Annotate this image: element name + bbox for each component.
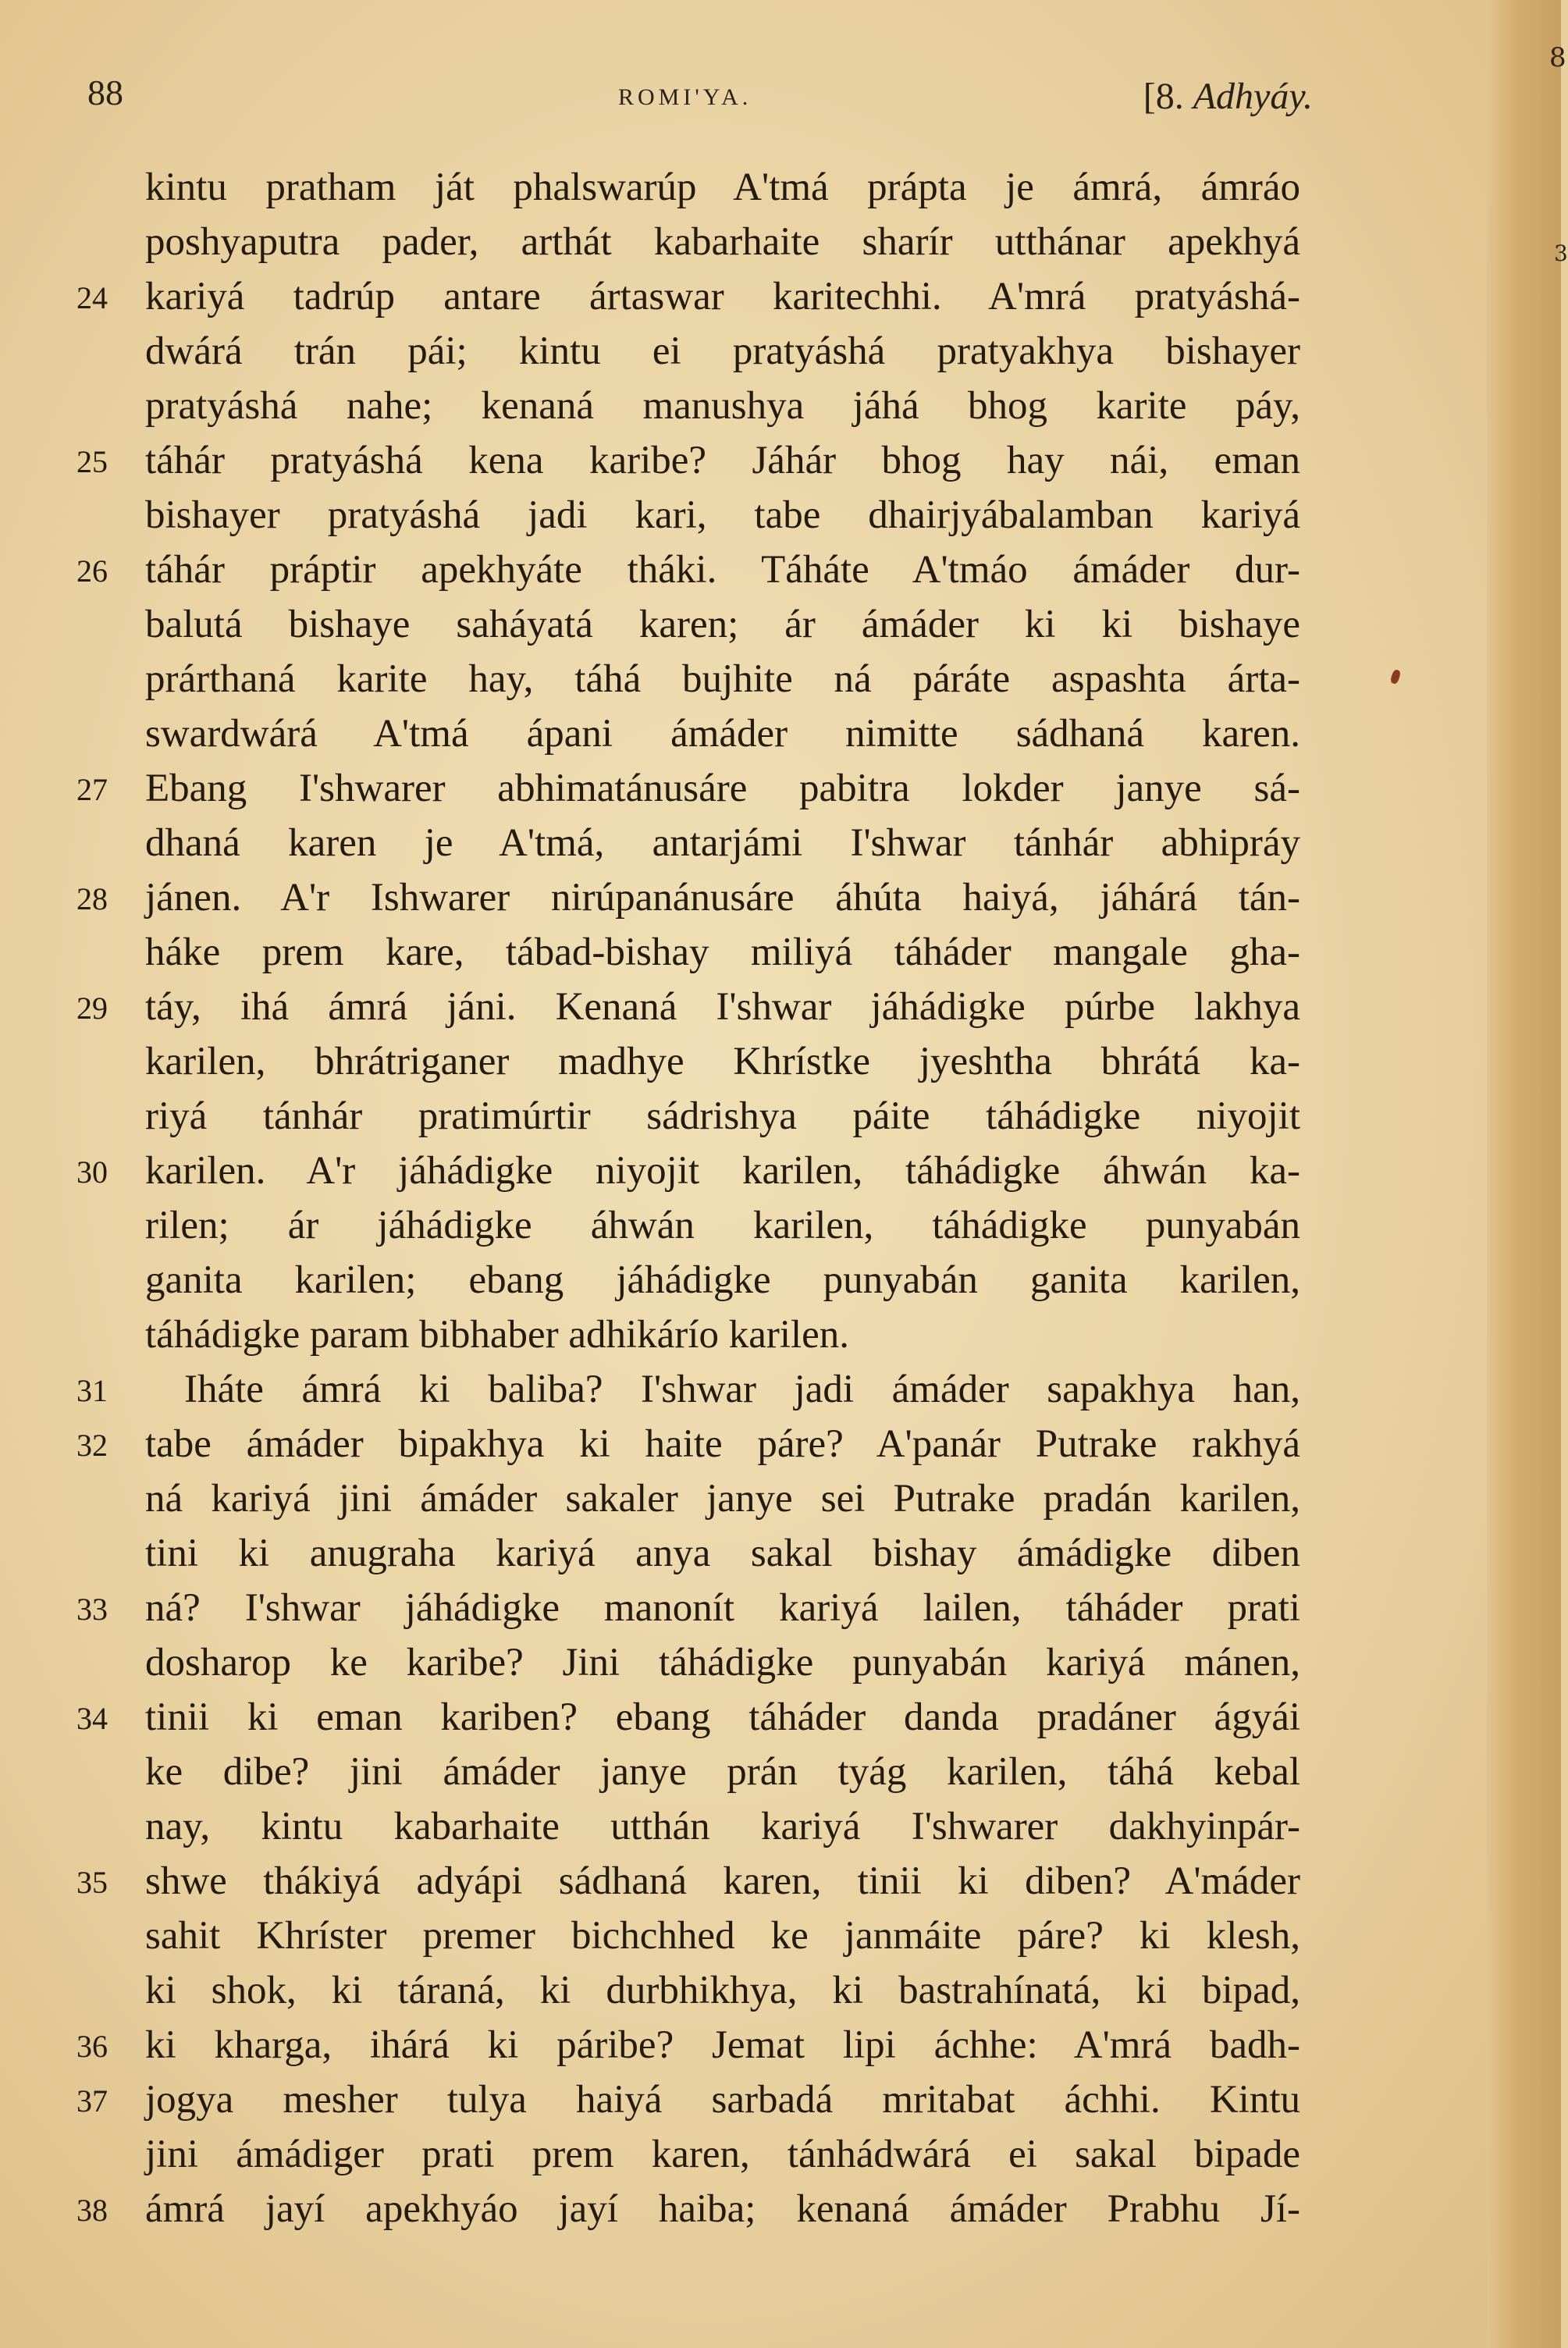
text-line: 33 ná? I'shwar jáhádigke manonít kariyá lailen, táháder prati xyxy=(76,1586,1300,1630)
verse-number: 38 xyxy=(76,2193,108,2228)
verse-number: 25 xyxy=(76,444,108,479)
text-line: ganita karilen; ebang jáhádigke punyabán ganita karilen, xyxy=(145,1258,1300,1302)
text-line: 38 ámrá jayí apekhyáo jayí haiba; kenaná ámáder Prabhu Jí- xyxy=(76,2187,1300,2231)
text-line: prárthaná karite hay, táhá bujhite ná páráte aspashta árta- xyxy=(145,657,1300,701)
text-line: poshyaputra pader, arthát kabarhaite sharír utthánar apekhyá xyxy=(145,220,1300,264)
text-line: háke prem kare, tábad-bishay miliyá táháder mangale gha- xyxy=(145,930,1300,974)
text-line: táhádigke param bibhaber adhikárío karilen. xyxy=(145,1313,850,1357)
text-line: ke dibe? jini ámáder janye prán tyág karilen, táhá kebal xyxy=(145,1750,1300,1794)
text-line: 34 tinii ki eman kariben? ebang táháder danda pradáner ágyái xyxy=(76,1695,1300,1739)
text-line: 32 tabe ámáder bipakhya ki haite páre? A'panár Putrake rakhyá xyxy=(76,1422,1300,1466)
running-title: ROMI'YA. xyxy=(618,84,752,110)
text-line: 26 táhár práptir apekhyáte tháki. Táháte A'tmáo ámáder dur- xyxy=(76,548,1300,592)
verse-number: 24 xyxy=(76,280,108,315)
verse-number: 35 xyxy=(76,1865,108,1900)
text-line: swardwárá A'tmá ápani ámáder nimitte sádhaná karen. xyxy=(145,712,1300,756)
edge-fragment-upper: 3 xyxy=(1554,240,1568,266)
page-number: 88 xyxy=(87,73,123,112)
verse-number: 29 xyxy=(76,991,108,1026)
chapter-bracket: [8. xyxy=(1143,76,1184,117)
verse-number: 27 xyxy=(76,772,108,807)
text-line: 28 jánen. A'r Ishwarer nirúpanánusáre áhúta haiyá, jáhárá tán- xyxy=(76,876,1300,920)
text-line: rilen; ár jáhádigke áhwán karilen, táhádigke punyabán xyxy=(145,1204,1300,1247)
text-line: 36 ki kharga, ihárá ki páribe? Jemat lipi áchhe: A'mrá badh- xyxy=(76,2023,1300,2067)
text-line: dosharop ke karibe? Jini táhádigke punyabán kariyá mánen, xyxy=(145,1641,1300,1685)
verse-number: 30 xyxy=(76,1154,108,1190)
verse-number: 26 xyxy=(76,553,108,589)
verse-number: 37 xyxy=(76,2083,108,2119)
text-line: sahit Khríster premer bichchhed ke janmáite páre? ki klesh, xyxy=(145,1914,1300,1958)
verse-number: 31 xyxy=(76,1373,108,1408)
text-line: jini ámádiger prati prem karen, tánhádwárá ei sakal bipade xyxy=(145,2133,1300,2176)
text-line: 25 táhár pratyáshá kena karibe? Jáhár bhog hay nái, eman xyxy=(76,439,1300,482)
text-line: balutá bishaye saháyatá karen; ár ámáder ki ki bishaye xyxy=(145,603,1300,646)
text-line: riyá tánhár pratimúrtir sádrishya páite táhádigke niyojit xyxy=(145,1094,1300,1138)
text-line: 30 karilen. A'r jáhádigke niyojit karilen, táhádigke áhwán ka- xyxy=(76,1149,1300,1193)
chapter-label: Adhyáy. xyxy=(1193,76,1313,117)
text-line: 24 kariyá tadrúp antare ártaswar karitechhi. A'mrá pratyáshá- xyxy=(76,275,1300,318)
text-line: karilen, bhrátriganer madhye Khrístke jyeshtha bhrátá ka- xyxy=(145,1040,1300,1083)
text-line: 31 Iháte ámrá ki baliba? I'shwar jadi ámáder sapakhya han, xyxy=(76,1368,1300,1411)
text-line: 35 shwe thákiyá adyápi sádhaná karen, tinii ki diben? A'máder xyxy=(76,1859,1300,1903)
verse-number: 32 xyxy=(76,1428,108,1463)
edge-fragment-top: 8 xyxy=(1549,42,1566,73)
text-line: kintu pratham ját phalswarúp A'tmá prápta je ámrá, ámráo xyxy=(145,165,1300,209)
text-line: 29 táy, ihá ámrá jáni. Kenaná I'shwar jáhádigke púrbe lakhya xyxy=(76,985,1300,1029)
verse-number: 34 xyxy=(76,1701,108,1736)
verse-number: 33 xyxy=(76,1592,108,1627)
text-line: tini ki anugraha kariyá anya sakal bishay ámádigke diben xyxy=(145,1532,1300,1575)
text-line: 37 jogya mesher tulya haiyá sarbadá mritabat áchhi. Kintu xyxy=(76,2078,1300,2122)
text-line: pratyáshá nahe; kenaná manushya jáhá bhog karite páy, xyxy=(145,384,1300,428)
text-line: bishayer pratyáshá jadi kari, tabe dhairjyábalamban kariyá xyxy=(145,493,1300,537)
text-line: ná kariyá jini ámáder sakaler janye sei Putrake pradán karilen, xyxy=(145,1477,1300,1521)
text-line: 27 Ebang I'shwarer abhimatánusáre pabitra lokder janye sá- xyxy=(76,767,1300,810)
text-line: dhaná karen je A'tmá, antarjámi I'shwar tánhár abhipráy xyxy=(145,821,1300,865)
verse-number: 28 xyxy=(76,881,108,916)
text-line: dwárá trán pái; kintu ei pratyáshá pratyakhya bishayer xyxy=(145,329,1300,373)
verse-number: 36 xyxy=(76,2029,108,2064)
text-line: ki shok, ki táraná, ki durbhikhya, ki bastrahínatá, ki bipad, xyxy=(145,1969,1300,2012)
text-line: nay, kintu kabarhaite utthán kariyá I'shwarer dakhyinpár- xyxy=(145,1805,1300,1848)
